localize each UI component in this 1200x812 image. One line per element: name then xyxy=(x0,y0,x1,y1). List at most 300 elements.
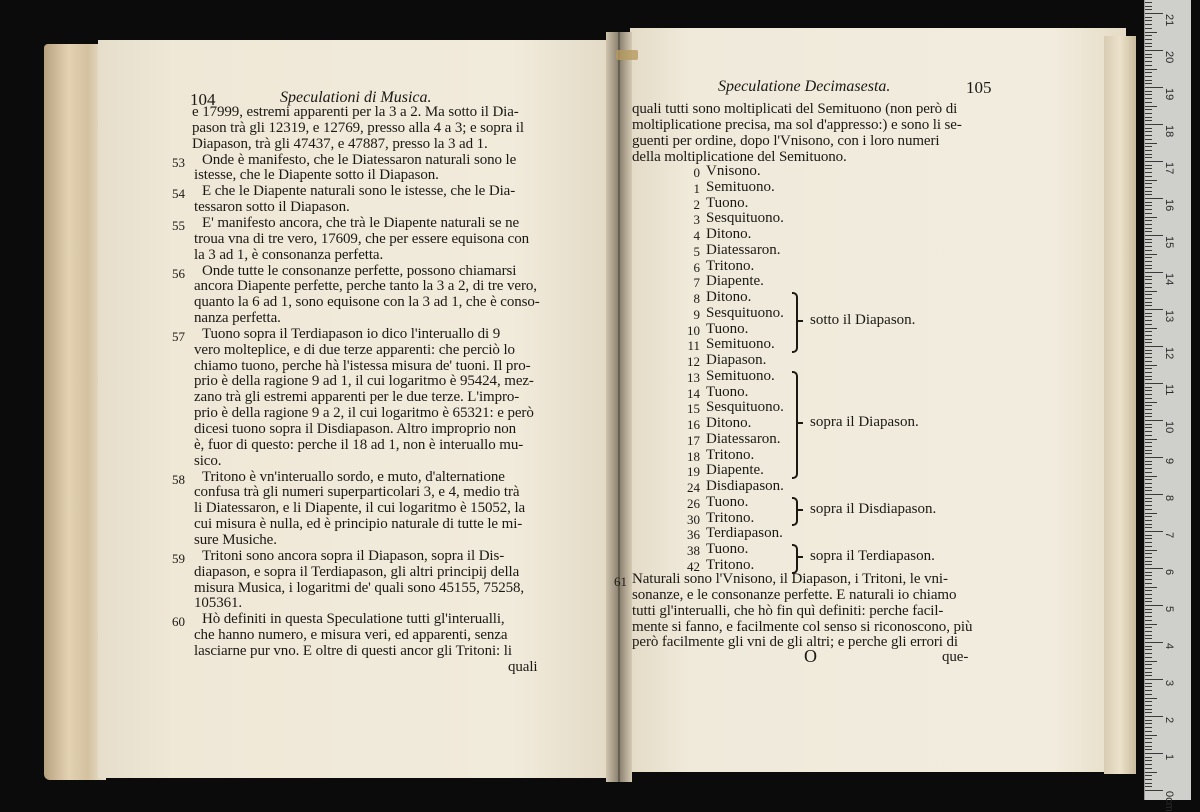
ruler-tick xyxy=(1145,442,1152,443)
ruler-tick xyxy=(1145,564,1152,565)
ruler-tick xyxy=(1145,601,1152,602)
running-title-right: Speculatione Decimasesta. xyxy=(718,78,891,95)
text-line: dicesi tuono sopra il Disdiapason. Altro improprio non xyxy=(194,421,517,437)
ruler-tick xyxy=(1145,712,1152,713)
ruler-tick xyxy=(1145,487,1152,488)
ruler-number: 1 xyxy=(1163,754,1175,761)
ruler-tick xyxy=(1145,32,1157,33)
ruler-tick xyxy=(1145,113,1152,114)
ruler-tick xyxy=(1145,531,1163,532)
text-line: tessaron sotto il Diapason. xyxy=(194,199,350,216)
ruler-tick xyxy=(1145,431,1152,432)
ruler-tick xyxy=(1145,287,1152,288)
book-gutter xyxy=(606,32,632,782)
ruler-tick xyxy=(1145,242,1152,243)
ruler-tick xyxy=(1145,590,1152,591)
ruler-tick xyxy=(1145,542,1152,543)
ruler-number: 5 xyxy=(1163,606,1175,613)
ruler-number: 20 xyxy=(1163,51,1175,64)
ruler-tick xyxy=(1145,87,1163,88)
ruler-number: 2 xyxy=(1163,717,1175,724)
list-item: Diapente. xyxy=(706,462,764,479)
ruler-tick xyxy=(1145,738,1152,739)
ruler-tick xyxy=(1145,731,1152,732)
catchword-right: que- xyxy=(942,649,969,665)
ruler-tick xyxy=(1145,646,1152,647)
measuring-ruler xyxy=(1144,0,1191,812)
ruler-tick xyxy=(1145,742,1152,743)
ruler-tick xyxy=(1145,509,1152,510)
list-item: Tuono. xyxy=(706,320,749,337)
list-item: Tritono. xyxy=(706,509,755,526)
ruler-tick xyxy=(1145,723,1152,724)
ruler-tick xyxy=(1145,490,1152,491)
ruler-tick xyxy=(1145,324,1152,325)
ruler-tick xyxy=(1145,527,1152,528)
text-line: guenti per ordine, dopo l'Vnisono, con i loro numeri xyxy=(632,132,940,149)
text-line: troua vna di tre vero, 17609, che per essere equisona con xyxy=(194,230,530,247)
ruler-tick xyxy=(1145,516,1152,517)
ruler-tick xyxy=(1145,24,1152,25)
list-item: Tuono. xyxy=(706,383,749,400)
ruler-tick xyxy=(1145,446,1152,447)
paragraph-number: 53 xyxy=(172,154,185,170)
ruler-tick xyxy=(1145,220,1152,221)
ruler-tick xyxy=(1145,583,1152,584)
ruler-tick xyxy=(1145,779,1152,780)
page-number-left: 104 xyxy=(190,90,216,109)
ruler-number: 21 xyxy=(1163,14,1175,27)
ruler-tick xyxy=(1145,668,1152,669)
ruler-number: 14 xyxy=(1163,273,1175,286)
text-line: quanto la 6 ad 1, sono equisone con la 3 ad 1, che è conso- xyxy=(194,294,540,311)
ruler-tick xyxy=(1145,205,1152,206)
text-line: zano trà gli estremi apparenti per le due terze. L'impro- xyxy=(194,389,520,406)
ruler-tick xyxy=(1145,83,1152,84)
ruler-tick xyxy=(1145,468,1152,469)
ruler-tick xyxy=(1145,198,1163,199)
ruler-tick xyxy=(1145,753,1163,754)
ruler-tick xyxy=(1145,339,1152,340)
ruler-tick xyxy=(1145,183,1152,184)
grouping-brace xyxy=(792,544,798,574)
paragraph-number: 61 xyxy=(614,574,627,589)
ruler-tick xyxy=(1145,72,1152,73)
ruler-tick xyxy=(1145,735,1157,736)
ruler-tick xyxy=(1145,294,1152,295)
ruler-tick xyxy=(1145,701,1152,702)
ruler-tick xyxy=(1145,760,1152,761)
text-line: la 3 ad 1, è consonanza perfetta. xyxy=(194,246,384,263)
ruler-tick xyxy=(1145,683,1152,684)
ruler-tick xyxy=(1145,372,1152,373)
text-line: pason trà gli 12319, e 12769, presso alla 4 a 3; e sopra il xyxy=(192,119,524,136)
ruler-tick xyxy=(1145,320,1152,321)
ruler-tick xyxy=(1145,672,1152,673)
ruler-tick xyxy=(1145,224,1152,225)
page-number-right: 105 xyxy=(966,78,992,97)
ruler-tick xyxy=(1145,420,1163,421)
ruler-tick xyxy=(1145,775,1152,776)
ruler-tick xyxy=(1145,675,1152,676)
ruler-tick xyxy=(1145,627,1152,628)
running-title-left: Speculationi di Musica. xyxy=(280,89,432,106)
ruler-tick xyxy=(1145,98,1152,99)
ruler-tick xyxy=(1145,202,1152,203)
ruler-tick xyxy=(1145,457,1163,458)
text-line: 105361. xyxy=(194,595,243,612)
ruler-tick xyxy=(1145,439,1157,440)
ruler-tick xyxy=(1145,368,1152,369)
list-number: 7 xyxy=(693,275,700,291)
text-line: confusa trà gli numeri superparticolari 3, e 4, medio trà xyxy=(194,484,520,501)
ruler-tick xyxy=(1145,579,1152,580)
list-item: Sesquituono. xyxy=(706,399,784,416)
grouping-brace xyxy=(792,292,798,353)
ruler-tick xyxy=(1145,709,1152,710)
text-line: che hanno numero, e misura veri, ed apparenti, senza xyxy=(194,627,508,644)
ruler-number: 15 xyxy=(1163,236,1175,249)
list-item: Tritono. xyxy=(706,556,755,573)
brace-label: sotto il Diapason. xyxy=(810,311,916,328)
text-line: sico. xyxy=(194,452,222,469)
ruler-number: 17 xyxy=(1163,162,1175,175)
ruler-tick xyxy=(1145,587,1157,588)
ruler-tick xyxy=(1145,413,1152,414)
ruler-tick xyxy=(1145,43,1152,44)
ruler-tick xyxy=(1145,649,1152,650)
list-item: Semituono. xyxy=(706,336,775,353)
ruler-tick xyxy=(1145,291,1157,292)
ruler-tick xyxy=(1145,265,1152,266)
ruler-tick xyxy=(1145,790,1163,791)
list-item: Tuono. xyxy=(706,493,749,510)
ruler-tick xyxy=(1145,476,1157,477)
text-line: cui misura è nulla, ed è principio naturale di tutte le mi- xyxy=(194,516,523,533)
ruler-tick xyxy=(1145,494,1163,495)
ruler-number: 6 xyxy=(1163,569,1175,576)
ruler-tick xyxy=(1145,416,1152,417)
ruler-tick xyxy=(1145,376,1152,377)
text-line: moltiplicatione precisa, ma sol d'appresso:) e sono li se- xyxy=(632,116,962,133)
ruler-tick xyxy=(1145,453,1152,454)
ruler-tick xyxy=(1145,557,1152,558)
text-line: vero molteplice, e di due terze apparenti: che perciò lo xyxy=(194,341,515,358)
ruler-tick xyxy=(1145,54,1152,55)
list-item: Sesquituono. xyxy=(706,210,784,227)
ruler-tick xyxy=(1145,150,1152,151)
brace-tip xyxy=(797,556,803,558)
list-number: 42 xyxy=(687,558,700,574)
text-line: tutti gl'interualli, che hò fin quì definiti: perche facil- xyxy=(632,602,944,619)
ruler-tick xyxy=(1145,61,1152,62)
list-number: 4 xyxy=(693,228,700,243)
text-line: della moltiplicatione del Semituono. xyxy=(632,148,847,165)
ruler-tick xyxy=(1145,17,1152,18)
list-item: Semituono. xyxy=(706,367,775,384)
ruler-tick xyxy=(1145,365,1157,366)
binding-tape xyxy=(616,50,638,60)
ruler-tick xyxy=(1145,620,1152,621)
ruler-tick xyxy=(1145,716,1163,717)
ruler-tick xyxy=(1145,546,1152,547)
text-line: diapason, e sopra il Terdiapason, gli altri principij della xyxy=(194,563,520,580)
ruler-tick xyxy=(1145,154,1152,155)
ruler-tick xyxy=(1145,698,1157,699)
ruler-tick xyxy=(1145,461,1152,462)
paragraph-number: 55 xyxy=(172,217,185,233)
ruler-tick xyxy=(1145,483,1152,484)
ruler-tick xyxy=(1145,94,1152,95)
ruler-tick xyxy=(1145,165,1152,166)
ruler-tick xyxy=(1145,128,1152,129)
list-number: 15 xyxy=(687,401,700,417)
ruler-tick xyxy=(1145,361,1152,362)
ruler-tick xyxy=(1145,498,1152,499)
ruler-number: 3 xyxy=(1163,680,1175,687)
list-number: 11 xyxy=(687,338,700,354)
ruler-tick xyxy=(1145,572,1152,573)
list-item: Diapente. xyxy=(706,273,764,290)
ruler-tick xyxy=(1145,749,1152,750)
ruler-tick xyxy=(1145,464,1152,465)
text-line: sonanze, e le consonanze perfette. E naturali io chiamo xyxy=(632,586,957,603)
ruler-tick xyxy=(1145,146,1152,147)
ruler-number: 13 xyxy=(1163,310,1175,323)
ruler-tick xyxy=(1145,561,1152,562)
text-line: E che le Diapente naturali sono le istesse, che le Dia- xyxy=(202,183,516,200)
list-number: 17 xyxy=(687,432,700,448)
catchword-left: quali xyxy=(508,658,538,675)
text-line: Tritoni sono ancora sopra il Diapason, sopra il Dis- xyxy=(202,547,505,564)
list-item: Sesquituono. xyxy=(706,304,784,321)
paragraph-number: 60 xyxy=(172,614,185,630)
ruler-tick xyxy=(1145,664,1152,665)
ruler-tick xyxy=(1145,342,1152,343)
ruler-tick xyxy=(1145,57,1152,58)
ruler-tick xyxy=(1145,424,1152,425)
list-item: Tuono. xyxy=(706,194,749,211)
signature-mark: O xyxy=(804,646,817,666)
brace-label: sopra il Disdiapason. xyxy=(810,500,937,517)
ruler-number: 9 xyxy=(1163,458,1175,465)
text-line: lasciarne pur vno. E oltre di questi ancor gli Tritoni: li xyxy=(194,642,512,659)
ruler-tick xyxy=(1145,302,1152,303)
ruler-tick xyxy=(1145,346,1163,347)
ruler-tick xyxy=(1145,2,1152,3)
ruler-tick xyxy=(1145,157,1152,158)
ruler-number: 10 xyxy=(1163,421,1175,434)
text-line: misura Musica, i logaritmi de' quali sono 45155, 75258, xyxy=(194,579,525,596)
ruler-number: 12 xyxy=(1163,347,1175,360)
ruler-tick xyxy=(1145,80,1152,81)
ruler-tick xyxy=(1145,727,1152,728)
ruler-tick xyxy=(1145,276,1152,277)
ruler-tick xyxy=(1145,120,1152,121)
ruler-tick xyxy=(1145,764,1152,765)
ruler-tick xyxy=(1145,635,1152,636)
ruler-tick xyxy=(1145,124,1163,125)
ruler-tick xyxy=(1145,405,1152,406)
ruler-tick xyxy=(1145,176,1152,177)
ruler-tick xyxy=(1145,194,1152,195)
ruler-tick xyxy=(1145,550,1157,551)
ruler-tick xyxy=(1145,272,1163,273)
grouping-brace xyxy=(792,497,798,527)
list-number: 9 xyxy=(693,306,700,322)
ruler-tick xyxy=(1145,102,1152,103)
ruler-tick xyxy=(1145,768,1152,769)
ruler-tick xyxy=(1145,616,1152,617)
list-item: Ditono. xyxy=(706,289,752,305)
ruler-tick xyxy=(1145,69,1157,70)
ruler-tick xyxy=(1145,139,1152,140)
ruler-tick xyxy=(1145,657,1152,658)
ruler-tick xyxy=(1145,209,1152,210)
left-page-edges xyxy=(44,44,106,780)
ruler-tick xyxy=(1145,575,1152,576)
ruler-number: 16 xyxy=(1163,199,1175,212)
ruler-tick xyxy=(1145,50,1163,51)
ruler-tick xyxy=(1145,427,1152,428)
text-line: istesse, che le Diapente sotto il Diapason. xyxy=(194,167,439,184)
ruler-tick xyxy=(1145,46,1152,47)
ruler-tick xyxy=(1145,309,1163,310)
ruler-tick xyxy=(1145,335,1152,336)
paragraph-number: 58 xyxy=(172,471,185,487)
list-item: Disdiapason. xyxy=(706,478,784,494)
ruler-tick xyxy=(1145,398,1152,399)
text-line: chiamo tuono, perche hà l'istessa misura de' tuoni. Il pro- xyxy=(194,357,531,374)
ruler-tick xyxy=(1145,694,1152,695)
brace-tip xyxy=(797,422,803,424)
ruler-number: 8 xyxy=(1163,495,1175,502)
ruler-tick xyxy=(1145,261,1152,262)
ruler-tick xyxy=(1145,65,1152,66)
list-item: Diatessaron. xyxy=(706,430,781,447)
ruler-tick xyxy=(1145,450,1152,451)
ruler-tick xyxy=(1145,479,1152,480)
ruler-tick xyxy=(1145,501,1152,502)
list-number: 14 xyxy=(687,385,700,401)
brace-label: sopra il Terdiapason. xyxy=(810,547,935,564)
ruler-tick xyxy=(1145,298,1152,299)
text-line: è, fuor di questo: perche il 18 ad 1, non è interuallo mu- xyxy=(194,436,524,453)
ruler-tick xyxy=(1145,35,1152,36)
paragraph-number: 57 xyxy=(172,328,185,344)
ruler-tick xyxy=(1145,9,1152,10)
ruler-tick xyxy=(1145,605,1163,606)
ruler-tick xyxy=(1145,250,1152,251)
list-number: 10 xyxy=(687,322,700,338)
ruler-tick xyxy=(1145,505,1152,506)
ruler-tick xyxy=(1145,28,1152,29)
ruler-tick xyxy=(1145,331,1152,332)
ruler-tick xyxy=(1145,254,1157,255)
ruler-tick xyxy=(1145,109,1152,110)
ruler-tick xyxy=(1145,76,1152,77)
list-item: Diatessaron. xyxy=(706,241,781,258)
list-item: Tuono. xyxy=(706,541,749,557)
ruler-tick xyxy=(1145,783,1152,784)
ruler-tick xyxy=(1145,746,1152,747)
ruler-tick xyxy=(1145,213,1152,214)
ruler-tick xyxy=(1145,705,1152,706)
list-number: 0 xyxy=(693,165,700,180)
list-number: 2 xyxy=(693,196,700,212)
text-line: Hò definiti in questa Speculatione tutti gl'interualli, xyxy=(202,611,505,628)
text-line: però facilmente gli vni de gli altri; e perche gli errori di xyxy=(632,634,958,651)
ruler-tick xyxy=(1145,117,1152,118)
ruler-tick xyxy=(1145,594,1152,595)
list-number: 38 xyxy=(687,543,700,558)
text-line: ancora Diapente perfette, perche tanto la 3 a 2, di tre vero, xyxy=(194,278,537,295)
ruler-tick xyxy=(1145,686,1152,687)
ruler-tick xyxy=(1145,313,1152,314)
ruler-tick xyxy=(1145,679,1163,680)
paragraph-number: 54 xyxy=(172,186,185,202)
ruler-tick xyxy=(1145,720,1152,721)
list-number: 3 xyxy=(693,212,700,228)
list-number: 16 xyxy=(687,417,700,432)
ruler-tick xyxy=(1145,279,1152,280)
ruler-tick xyxy=(1145,180,1157,181)
ruler-tick xyxy=(1145,609,1152,610)
list-item: Tritono. xyxy=(706,446,755,463)
list-item: Ditono. xyxy=(706,415,752,431)
ruler-tick xyxy=(1145,91,1152,92)
text-line: Tuono sopra il Terdiapason io dico l'interuallo di 9 xyxy=(202,325,501,342)
ruler-tick xyxy=(1145,383,1163,384)
list-number: 24 xyxy=(687,480,700,495)
brace-label: sopra il Diapason. xyxy=(810,413,919,430)
list-number: 12 xyxy=(687,354,700,369)
list-number: 6 xyxy=(693,259,700,275)
text-line: Onde è manifesto, che le Diatessaron naturali sono le xyxy=(202,151,517,168)
ruler-number: 4 xyxy=(1163,643,1175,650)
brace-tip xyxy=(797,320,803,322)
ruler-tick xyxy=(1145,757,1152,758)
ruler-tick xyxy=(1145,409,1152,410)
ruler-tick xyxy=(1145,394,1152,395)
ruler-tick xyxy=(1145,598,1152,599)
ruler-tick xyxy=(1145,379,1152,380)
text-line: quali tutti sono moltiplicati del Semituono (non però di xyxy=(632,101,958,117)
ruler-tick xyxy=(1145,131,1152,132)
text-line: E' manifesto ancora, che trà le Diapente naturali se ne xyxy=(202,214,520,231)
text-line: nanza perfetta. xyxy=(194,310,281,327)
list-number: 13 xyxy=(687,369,700,385)
list-number: 5 xyxy=(693,243,700,259)
ruler-tick xyxy=(1145,357,1152,358)
ruler-tick xyxy=(1145,653,1152,654)
list-number: 18 xyxy=(687,448,700,464)
ruler-tick xyxy=(1145,568,1163,569)
ruler-tick xyxy=(1145,772,1157,773)
ruler-tick xyxy=(1145,268,1152,269)
ruler-tick xyxy=(1145,20,1152,21)
ruler-tick xyxy=(1145,538,1152,539)
ruler-tick xyxy=(1145,786,1152,787)
paragraph-number: 59 xyxy=(172,550,185,566)
ruler-tick xyxy=(1145,690,1152,691)
ruler-tick xyxy=(1145,239,1152,240)
text-line: Tritono è vn'interuallo sordo, e muto, d'alternatione xyxy=(202,468,505,485)
ruler-tick xyxy=(1145,172,1152,173)
ruler-tick xyxy=(1145,642,1163,643)
ruler-tick xyxy=(1145,187,1152,188)
text-line: Diapason, trà gli 47437, e 47887, presso la 3 ad 1. xyxy=(192,135,488,152)
